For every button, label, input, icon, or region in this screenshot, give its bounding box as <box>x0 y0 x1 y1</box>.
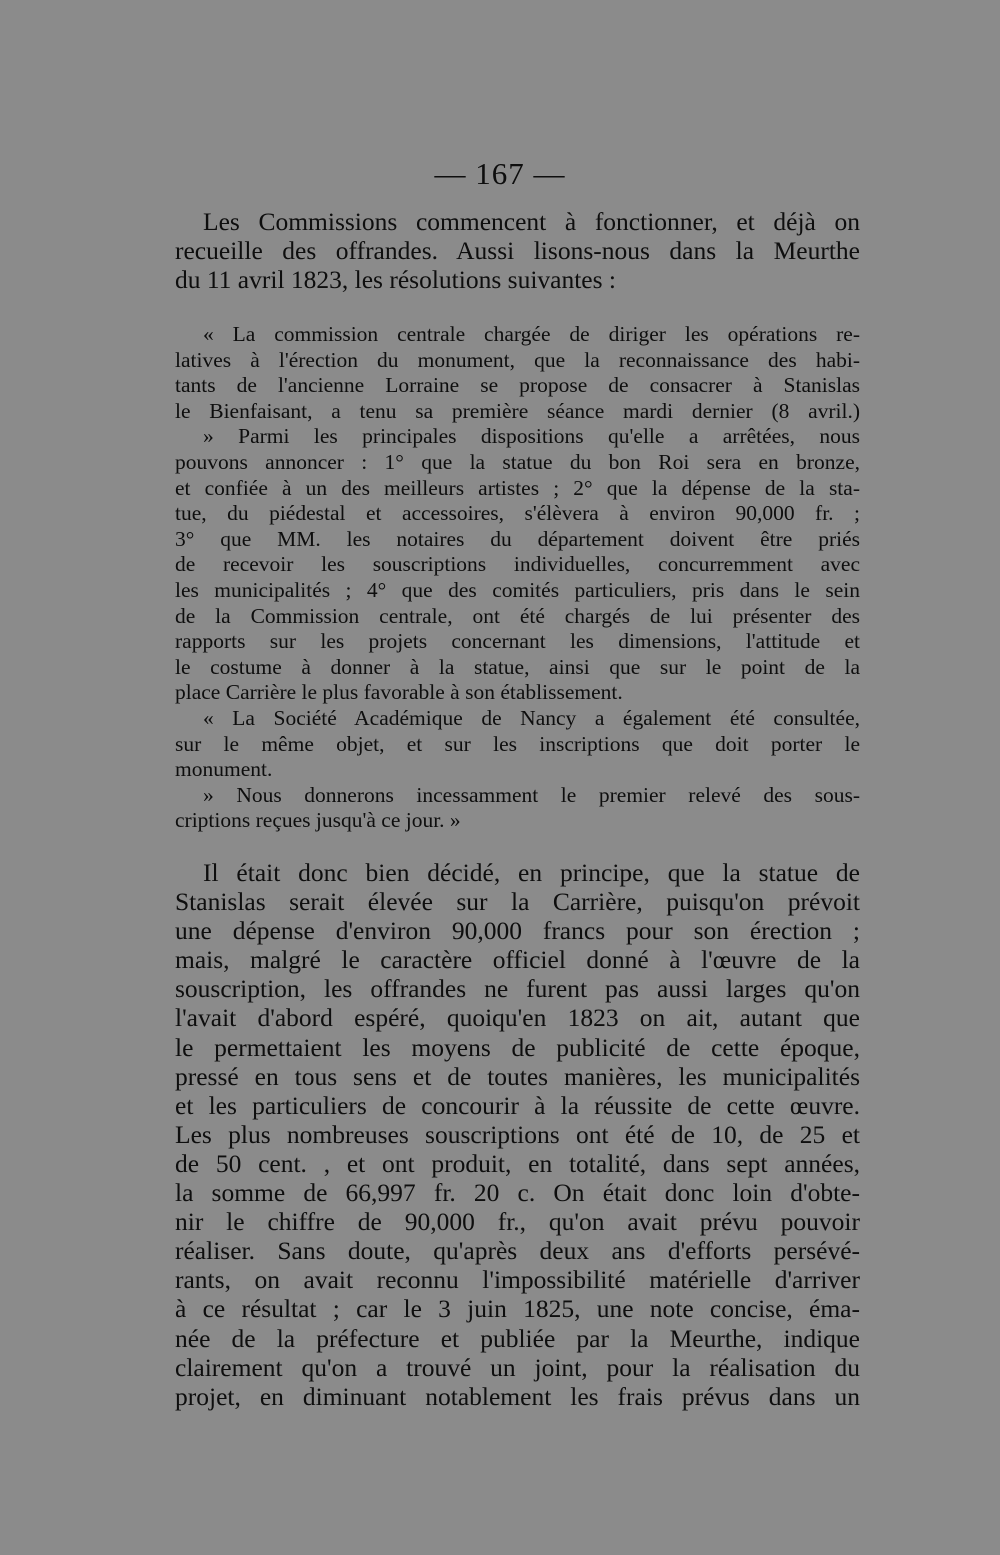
text-line: de 50 cent. , et ont produit, en totalité, dans sept années, <box>175 1148 860 1178</box>
text-line: tue, du piédestal et accessoires, s'élèvera à environ 90,000 fr. ; <box>175 501 860 526</box>
text-line: criptions reçues jusqu'à ce jour. » <box>175 808 461 833</box>
text-line: latives à l'érection du monument, que la reconnaissance des habi- <box>175 347 860 372</box>
text-line: le Bienfaisant, a tenu sa première séance mardi dernier (8 avril.) <box>175 398 860 423</box>
text-line: pouvons annoncer : 1° que la statue du bon Roi sera en bronze, <box>175 449 860 474</box>
intro-paragraph <box>175 207 860 294</box>
text-line: le permettaient les moyens de publicité de cette époque, <box>175 1032 860 1062</box>
text-line: projet, en diminuant notablement les frais prévus dans un <box>175 1381 860 1411</box>
text-line: rants, on avait reconnu l'impossibilité matérielle d'arriver <box>175 1265 860 1295</box>
text-line: mais, malgré le caractère officiel donné à l'œuvre de la <box>175 945 860 975</box>
text-line: « La commission centrale chargée de diriger les opérations re- <box>203 322 860 346</box>
text-line: Les plus nombreuses souscriptions ont été de 10, de 25 et <box>175 1119 860 1149</box>
text-line: souscription, les offrandes ne furent pas aussi larges qu'on <box>175 974 860 1004</box>
text-line: nir le chiffre de 90,000 fr., qu'on avait prévu pouvoir <box>175 1207 860 1237</box>
text-line: du 11 avril 1823, les résolutions suivantes : <box>175 265 617 295</box>
text-line: à ce résultat ; car le 3 juin 1825, une note concise, éma- <box>175 1294 860 1324</box>
text-line: réaliser. Sans doute, qu'après deux ans d'efforts persévé- <box>175 1236 860 1266</box>
text-line: l'avait d'abord espéré, quoiqu'en 1823 on ait, autant que <box>175 1003 860 1033</box>
text-line: clairement qu'on a trouvé un joint, pour la réalisation du <box>175 1352 860 1382</box>
text-line: tants de l'ancienne Lorraine se propose de consacrer à Stanislas <box>175 373 860 398</box>
text-line: sur le même objet, et sur les inscriptions que doit porter le <box>175 731 860 756</box>
text-line: recueille des offrandes. Aussi lisons-nous dans la Meurthe <box>175 236 860 266</box>
page-number: — 167 — <box>434 156 566 191</box>
text-line: et les particuliers de concourir à la réussite de cette œuvre. <box>175 1090 860 1120</box>
text-line: née de la préfecture et publiée par la Meurthe, indique <box>175 1323 860 1353</box>
text-line: 3° que MM. les notaires du département doivent être priés <box>175 526 860 551</box>
main-paragraph <box>175 858 860 1411</box>
text-line: » Nous donnerons incessamment le premier relevé des sous- <box>203 782 860 807</box>
text-line: les municipalités ; 4° que des comités particuliers, pris dans le sein <box>175 577 860 602</box>
text-line: la somme de 66,997 fr. 20 c. On était donc loin d'obte- <box>175 1178 860 1208</box>
text-line: rapports sur les projets concernant les dimensions, l'attitude et <box>175 629 860 654</box>
text-line: de recevoir les souscriptions individuelles, concurremment avec <box>175 552 860 577</box>
text-line: « La Société Académique de Nancy a également été consultée, <box>203 705 860 730</box>
text-line: de la Commission centrale, ont été chargés de lui présenter des <box>175 603 860 628</box>
text-line: Stanislas serait élevée sur la Carrière, puisqu'on prévoit <box>175 887 860 917</box>
text-line: monument. <box>175 757 273 782</box>
text-line: et confiée à un des meilleurs artistes ; 2° que la dépense de la sta- <box>175 475 860 500</box>
text-line: pressé en tous sens et de toutes manières, les municipalités <box>175 1061 860 1091</box>
text-line: le costume à donner à la statue, ainsi que sur le point de la <box>175 654 860 679</box>
quoted-resolutions <box>175 322 860 834</box>
text-line: place Carrière le plus favorable à son établissement. <box>175 680 623 705</box>
text-line: » Parmi les principales dispositions qu'elle a arrêtées, nous <box>203 424 860 449</box>
text-line: Les Commissions commencent à fonctionner, et déjà on <box>203 207 860 236</box>
text-line: Il était donc bien décidé, en principe, que la statue de <box>203 858 860 887</box>
text-line: une dépense d'environ 90,000 francs pour son érection ; <box>175 916 860 946</box>
